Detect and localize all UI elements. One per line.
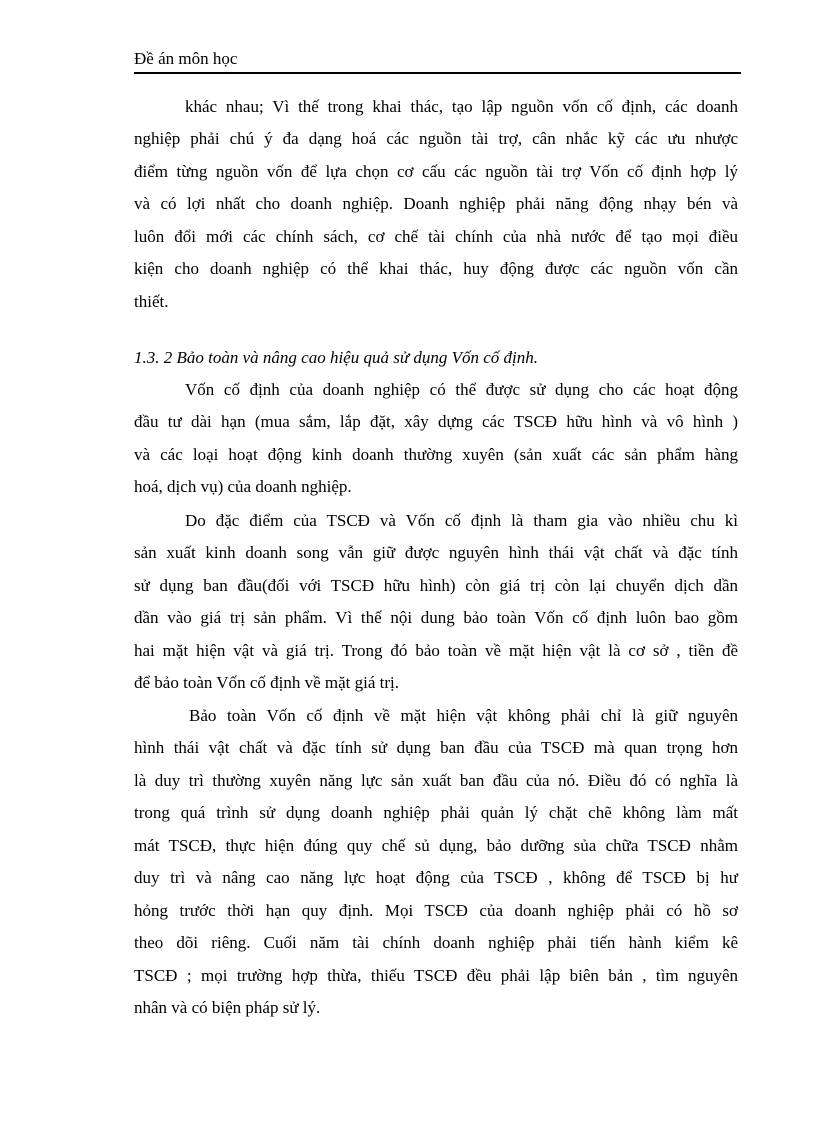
- paragraph-line: và có lợi nhất cho doanh nghiệp. Doanh nghiệp phải năng động nhạy bén và: [134, 194, 738, 213]
- paragraph-line: Bảo toàn Vốn cố định về mặt hiện vật không phải chỉ là giữ nguyên: [189, 706, 738, 725]
- paragraph-line: và các loại hoạt động kinh doanh thường xuyên (sản xuất các sản phẩm hàng: [134, 445, 738, 464]
- paragraph-line: kiện cho doanh nghiệp có thể khai thác, huy động được các nguồn vốn cần: [134, 259, 738, 278]
- paragraph-line: Do đặc điểm của TSCĐ và Vốn cố định là tham gia vào nhiều chu kì: [185, 511, 738, 530]
- paragraph-line: hình thái vật chất và đặc tính sử dụng ban đầu của TSCĐ mà quan trọng hơn: [134, 738, 738, 757]
- page-header: [134, 48, 741, 74]
- section-heading: 1.3. 2 Bảo toàn và nâng cao hiệu quả sử dụng Vốn cố định.: [134, 348, 539, 367]
- paragraph-line: dần vào giá trị sản phẩm. Vì thế nội dung bảo toàn Vốn cố định luôn bao gồm: [134, 608, 738, 627]
- paragraph-line: Vốn cố định của doanh nghiệp có thể được sử dụng cho các hoạt động: [185, 380, 738, 399]
- paragraph-line: duy trì và nâng cao năng lực hoạt động của TSCĐ , không để TSCĐ bị hư: [134, 868, 738, 887]
- paragraph-line: nhân và có biện pháp sử lý.: [134, 998, 321, 1017]
- paragraph-line: hai mặt hiện vật và giá trị. Trong đó bảo toàn về mặt hiện vật là cơ sở , tiền đề: [134, 641, 738, 660]
- paragraph-line: điểm từng nguồn vốn để lựa chọn cơ cấu các nguồn tài trợ Vốn cố định hợp lý: [134, 162, 738, 181]
- paragraph-line: luôn đổi mới các chính sách, cơ chế tài chính của nhà nước để tạo mọi điều: [134, 227, 738, 246]
- paragraph-line: đầu tư dài hạn (mua sắm, lắp đặt, xây dựng các TSCĐ hữu hình và vô hình ): [134, 412, 738, 431]
- paragraph-line: theo dõi riêng. Cuối năm tài chính doanh nghiệp phải tiến hành kiểm kê: [134, 933, 738, 952]
- paragraph-line: sử dụng ban đầu(đối với TSCĐ hữu hình) còn giá trị còn lại chuyển dịch dần: [134, 576, 738, 595]
- paragraph-line: khác nhau; Vì thế trong khai thác, tạo lập nguồn vốn cố định, các doanh: [185, 97, 738, 116]
- paragraph-line: để bảo toàn Vốn cố định về mặt giá trị.: [134, 673, 400, 692]
- paragraph-line: mát TSCĐ, thực hiện đúng quy chế sủ dụng, bảo dưỡng sủa chữa TSCĐ nhằm: [134, 836, 738, 855]
- paragraph-line: hoá, dịch vụ) của doanh nghiệp.: [134, 477, 352, 496]
- paragraph-line: nghiệp phải chú ý đa dạng hoá các nguồn tài trợ, cân nhắc kỹ các ưu nhược: [134, 129, 738, 148]
- paragraph-line: sản xuất kinh doanh song vẫn giữ được nguyên hình thái vật chất và đặc tính: [134, 543, 738, 562]
- paragraph-line: hỏng trước thời hạn quy định. Mọi TSCĐ của doanh nghiệp phải có hồ sơ: [134, 901, 738, 920]
- paragraph-line: TSCĐ ; mọi trường hợp thừa, thiếu TSCĐ đều phải lập biên bản , tìm nguyên: [134, 966, 738, 985]
- document-title: Đề án môn học: [134, 49, 238, 68]
- paragraph-line: trong quá trình sử dụng doanh nghiệp phải quản lý chặt chẽ không làm mất: [134, 803, 738, 822]
- paragraph-line: là duy trì thường xuyên năng lực sản xuất ban đầu của nó. Điều đó có nghĩa là: [134, 771, 738, 790]
- paragraph-line: thiết.: [134, 292, 169, 311]
